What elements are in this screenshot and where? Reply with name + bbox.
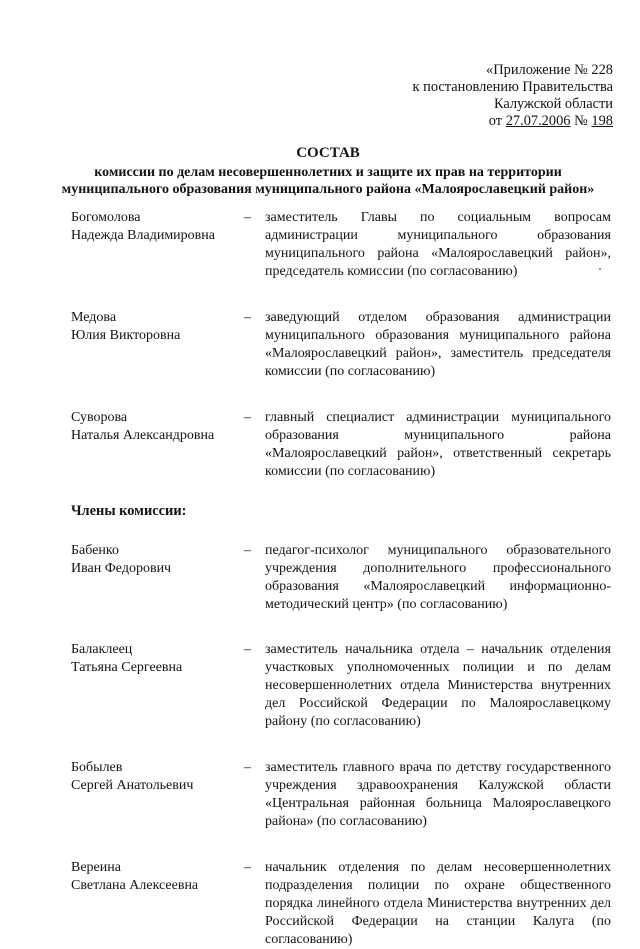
commission-list [0,209,640,949]
person-name [71,209,246,245]
person-name [71,409,246,445]
dash-separator: – [244,410,251,425]
person-given-names: Иван Федорович [71,561,172,576]
person-given-names: Наталья Александровна [71,428,215,443]
person-given-names: Сергей Анатольевич [71,778,194,793]
commission-chair-entry [0,209,640,281]
appendix-line-2: к постановлению Правительства [412,79,613,95]
person-position: начальник отделения по делам несовершеннолетних подразделения полиции по охране общественного порядка линейного отдела Министерства внутренних дел Российской Федерации на станции Калуга (по согласованию) [265,860,611,947]
document-subtitle-line-1: комиссии по делам несовершеннолетних и защите их прав на территории [94,165,562,180]
commission-deputy-chair-entry [0,309,640,381]
person-surname: Балаклеец [71,642,133,657]
appendix-number-sign: № [570,113,592,129]
person-surname: Вереина [71,860,121,875]
person-given-names: Светлана Алексеевна [71,878,199,893]
title-block [30,144,626,198]
dash-separator: – [244,310,251,325]
dash-separator: – [244,760,251,775]
person-name [71,759,246,795]
dash-separator: – [244,642,251,657]
appendix-line-4 [313,113,613,130]
person-position: заведующий отделом образования администрации муниципального образования муниципального района «Малоярославецкий район», заместитель председателя комиссии (по согласованию) [265,310,611,379]
person-surname: Богомолова [71,210,141,225]
document-subtitle-line-2: муниципального образования муниципального района «Малоярославецкий район» [61,182,595,197]
appendix-line-3: Калужской области [493,96,613,112]
scan-speck [599,268,601,270]
appendix-date: 27.07.2006 [505,113,571,129]
commission-secretary-entry [0,409,640,481]
person-surname: Бабенко [71,543,119,558]
person-name [71,309,246,345]
dash-separator: – [244,543,251,558]
person-name [71,542,246,578]
person-given-names: Татьяна Сергеевна [71,660,183,675]
member-entry [0,542,640,614]
dash-separator: – [244,860,251,875]
person-name [71,859,246,895]
appendix-date-prefix: от [488,113,506,129]
person-given-names: Юлия Викторовна [71,328,181,343]
dash-separator: – [244,210,251,225]
person-given-names: Надежда Владимировна [71,228,215,243]
person-surname: Бобылев [71,760,123,775]
member-entry [0,859,640,949]
person-surname: Суворова [71,410,128,425]
person-position: заместитель главного врача по детству государственного учреждения здравоохранения Калужской области «Центральная районная больница Малоярославецкого района» (по согласованию) [265,760,611,829]
person-position: педагог-психолог муниципального образовательного учреждения дополнительного профессионального образования «Малоярославецкий информационно-методический центр» (по согласованию) [265,543,611,612]
person-position: заместитель начальника отдела – начальник отделения участковых уполномоченных полиции и по делам несовершеннолетних отдела Министерства внутренних дел Российской Федерации по Малоярославецкому району (по согласованию) [265,642,611,729]
member-entry [0,641,640,731]
document-title: СОСТАВ [296,145,360,161]
person-name [71,641,246,677]
person-position: заместитель Главы по социальным вопросам администрации муниципального образования муниципального района «Малоярославецкий район», председатель комиссии (по согласованию) [265,210,611,279]
person-position: главный специалист администрации муниципального образования муниципального района «Малоярославецкий район», ответственный секретарь комиссии (по согласованию) [265,410,611,479]
person-surname: Медова [71,310,117,325]
appendix-number: 198 [591,113,613,129]
appendix-header [313,62,613,130]
appendix-line-1: «Приложение № 228 [486,62,613,78]
member-entry [0,759,640,831]
members-heading: Члены комиссии: [71,503,187,519]
